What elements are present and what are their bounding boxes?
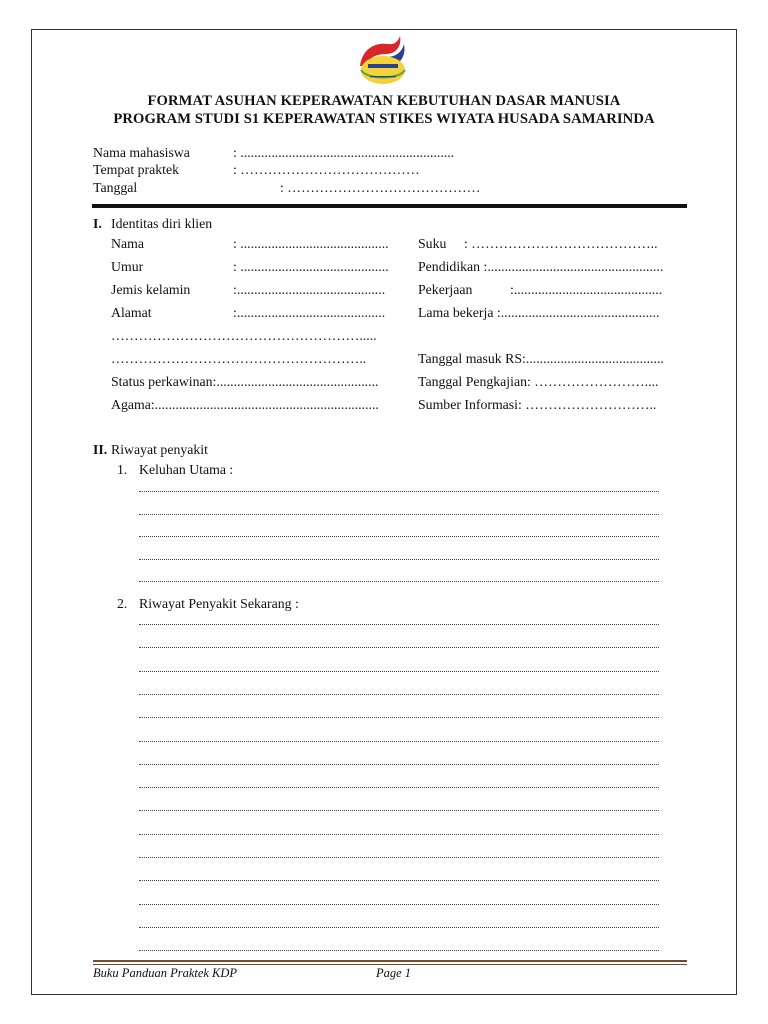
assessment-date-field[interactable]: Tanggal Pengkajian: …………………….... xyxy=(418,374,659,389)
writing-line[interactable] xyxy=(139,834,659,835)
section1-title: Identitas diri klien xyxy=(111,216,213,231)
client-address-field[interactable]: :........................................... xyxy=(233,305,386,320)
religion-field[interactable]: Agama:................................................................. xyxy=(111,397,379,412)
writing-line[interactable] xyxy=(139,927,659,928)
writing-line[interactable] xyxy=(139,694,659,695)
writing-line[interactable] xyxy=(139,787,659,788)
writing-line[interactable] xyxy=(139,764,659,765)
student-name-field[interactable]: : .............................................................. xyxy=(233,145,455,160)
student-name-label: Nama mahasiswa xyxy=(93,145,190,160)
main-complaint-label: Keluhan Utama : xyxy=(139,462,234,477)
current-illness-label: Riwayat Penyakit Sekarang : xyxy=(139,596,299,611)
footer-rule xyxy=(93,960,687,962)
writing-line[interactable] xyxy=(139,810,659,811)
ethnicity-label: Suku xyxy=(418,236,447,251)
client-age-label: Umur xyxy=(111,259,144,274)
header-divider xyxy=(92,204,687,208)
writing-line[interactable] xyxy=(139,880,659,881)
form-title-line2: PROGRAM STUDI S1 KEPERAWATAN STIKES WIYATA HUSADA SAMARINDA xyxy=(113,111,655,127)
ethnicity-field[interactable]: : ………………………………….. xyxy=(464,236,658,251)
writing-line[interactable] xyxy=(139,717,659,718)
admission-date-field[interactable]: Tanggal masuk RS:........................................ xyxy=(418,351,664,366)
writing-line[interactable] xyxy=(139,671,659,672)
education-field[interactable]: Pendidikan :................................................... xyxy=(418,259,664,274)
practice-place-field[interactable]: : ………………………………… xyxy=(233,162,420,177)
marital-status-field[interactable]: Status perkawinan:............................................... xyxy=(111,374,379,389)
writing-line[interactable] xyxy=(139,581,659,582)
writing-line[interactable] xyxy=(139,491,659,492)
section1-number: I. xyxy=(93,216,102,231)
client-name-field[interactable]: : ........................................... xyxy=(233,236,389,251)
institution-logo xyxy=(352,32,414,88)
date-label: Tanggal xyxy=(93,180,138,195)
writing-line[interactable] xyxy=(139,741,659,742)
writing-line[interactable] xyxy=(139,647,659,648)
writing-line[interactable] xyxy=(139,904,659,905)
client-sex-label: Jemis kelamin xyxy=(111,282,191,297)
writing-line[interactable] xyxy=(139,624,659,625)
client-address-line1[interactable]: ………………………………………………..... xyxy=(111,328,377,343)
client-address-label: Alamat xyxy=(111,305,152,320)
writing-line[interactable] xyxy=(139,950,659,951)
occupation-label: Pekerjaan xyxy=(418,282,473,297)
section2-title: Riwayat penyakit xyxy=(111,442,208,457)
writing-line[interactable] xyxy=(139,536,659,537)
client-sex-field[interactable]: :........................................... xyxy=(233,282,386,297)
client-address-line2[interactable]: ……………………………………………….. xyxy=(111,351,367,366)
footer-page-number: Page 1 xyxy=(376,966,412,980)
item2-number: 2. xyxy=(117,596,128,611)
section2-number: II. xyxy=(93,442,108,457)
form-title-line1: FORMAT ASUHAN KEPERAWATAN KEBUTUHAN DASAR MANUSIA xyxy=(147,93,621,109)
item1-number: 1. xyxy=(117,462,128,477)
writing-line[interactable] xyxy=(139,857,659,858)
footer-rule-thin xyxy=(93,964,687,965)
work-duration-field[interactable]: Lama bekerja :.............................................. xyxy=(418,305,660,320)
practice-place-label: Tempat praktek xyxy=(93,162,179,177)
client-name-label: Nama xyxy=(111,236,144,251)
occupation-field[interactable]: :........................................... xyxy=(510,282,663,297)
information-source-field[interactable]: Sumber Informasi: ……………………….. xyxy=(418,397,657,412)
client-age-field[interactable]: : ........................................... xyxy=(233,259,389,274)
date-field[interactable]: : …………………………………… xyxy=(280,180,481,195)
footer-book-title: Buku Panduan Praktek KDP xyxy=(93,966,238,980)
writing-line[interactable] xyxy=(139,559,659,560)
writing-line[interactable] xyxy=(139,514,659,515)
